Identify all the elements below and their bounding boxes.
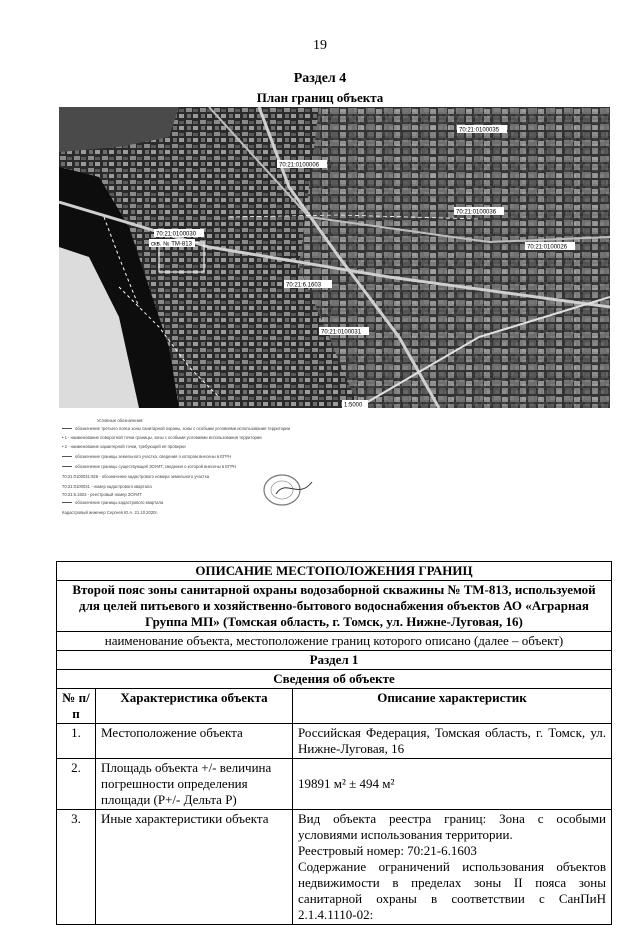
- legend-row: • 2 - наименование характерной точки, требующей её проверки: [62, 444, 186, 449]
- stamp-seal-icon: [258, 470, 318, 510]
- table-heading: ОПИСАНИЕ МЕСТОПОЛОЖЕНИЯ ГРАНИЦ: [57, 562, 612, 581]
- subsection-label: Раздел 1: [57, 651, 612, 670]
- row-description: 19891 м² ± 494 м²: [293, 759, 612, 810]
- object-caption: наименование объекта, местоположение границ которого описано (далее – объект): [57, 632, 612, 651]
- row-number: 3.: [57, 810, 96, 925]
- map-label: 70:21:0100036: [456, 209, 497, 216]
- description-line: Содержание ограничений использования объектов недвижимости в пределах зоны II пояса зоны санитарной охраны в соответствии с СанПиН 2.1.4.1110-02:: [298, 859, 606, 922]
- legend-title: Условные обозначения:: [97, 418, 144, 423]
- table-row: [57, 724, 612, 759]
- section-subtitle: План границ объекта: [256, 90, 384, 105]
- legend-row: 70:21:0100031 - номер кадастрового квартала: [62, 484, 152, 489]
- row-description: [293, 810, 612, 925]
- description-line: Реестровый номер: 70:21-6.1603: [298, 843, 477, 858]
- legend-line-icon: [62, 456, 72, 457]
- map-label: 70:21:0100006: [279, 162, 320, 169]
- row-number: 1.: [57, 724, 96, 759]
- legend-row: обозначение третьего пояса зоны санитарной охраны, зоны с особыми условиями использования территории: [62, 426, 290, 431]
- legend-line-icon: [62, 428, 72, 429]
- legend-row: обозначение границы земельного участка, сведения о котором внесены в ЕГРН: [62, 454, 231, 459]
- legend-row: • 1 - наименование поворотной точки границы, зоны с особыми условиями использования территории: [62, 435, 262, 440]
- legend-row: обозначение границы существующей ЗОУИТ, сведения о которой внесены в ЕГРН: [62, 464, 236, 469]
- legend-line-icon: [62, 466, 72, 467]
- column-header-characteristic: Характеристика объекта: [96, 689, 293, 724]
- map-label: 70:21:0100026: [527, 244, 568, 251]
- object-title: Второй пояс зоны санитарной охраны водозаборной скважины № ТМ-813, используемой для целей питьевого и хозяйственно-бытового водоснабжения объектов АО «Аграрная Группа МП» (Томская область, г. Томск, ул. Нижне-Луговая, 16): [57, 581, 612, 632]
- row-characteristic: Площадь объекта +/- величина погрешности определения площади (Р+/- Дельта Р): [96, 759, 293, 810]
- boundary-map: [59, 107, 610, 408]
- row-characteristic: Местоположение объекта: [96, 724, 293, 759]
- table-row: [57, 759, 612, 810]
- legend-row: 70:21:6.1603 - реестровый номер ЗОУИТ: [62, 492, 142, 497]
- row-characteristic: Иные характеристики объекта: [96, 810, 293, 925]
- boundary-description-table: [56, 561, 612, 925]
- map-legend: [62, 414, 422, 524]
- map-label: 70:21:6.1603: [286, 282, 322, 289]
- row-number: 2.: [57, 759, 96, 810]
- column-header-number: № п/п: [57, 689, 96, 724]
- map-label: скв. № ТМ-813: [151, 241, 192, 248]
- legend-footer: Кадастровый инженер Сергеев Ю.А. 21.10.2020г.: [62, 510, 158, 515]
- column-header-description: Описание характеристик: [293, 689, 612, 724]
- map-label: 70:21:0100031: [321, 329, 362, 336]
- section-title: Раздел 4: [293, 71, 347, 86]
- legend-row: 70:21:0100031:926 - обозначение кадастрового номера земельного участка: [62, 474, 210, 479]
- subsection-title: Сведения об объекте: [57, 670, 612, 689]
- legend-row: обозначение границы кадастрового квартала: [62, 500, 163, 505]
- page-number: 19: [313, 38, 327, 53]
- map-label: 70:21:0100030: [156, 231, 197, 238]
- row-description: Российская Федерация, Томская область, г. Томск, ул. Нижне-Луговая, 16: [293, 724, 612, 759]
- map-label: 70:21:0100035: [459, 127, 500, 134]
- map-label: 1:5000: [344, 402, 363, 408]
- description-line: Вид объекта реестра границ: Зона с особыми условиями использования территории.: [298, 811, 606, 842]
- legend-line-icon: [62, 502, 72, 503]
- table-row: [57, 810, 612, 925]
